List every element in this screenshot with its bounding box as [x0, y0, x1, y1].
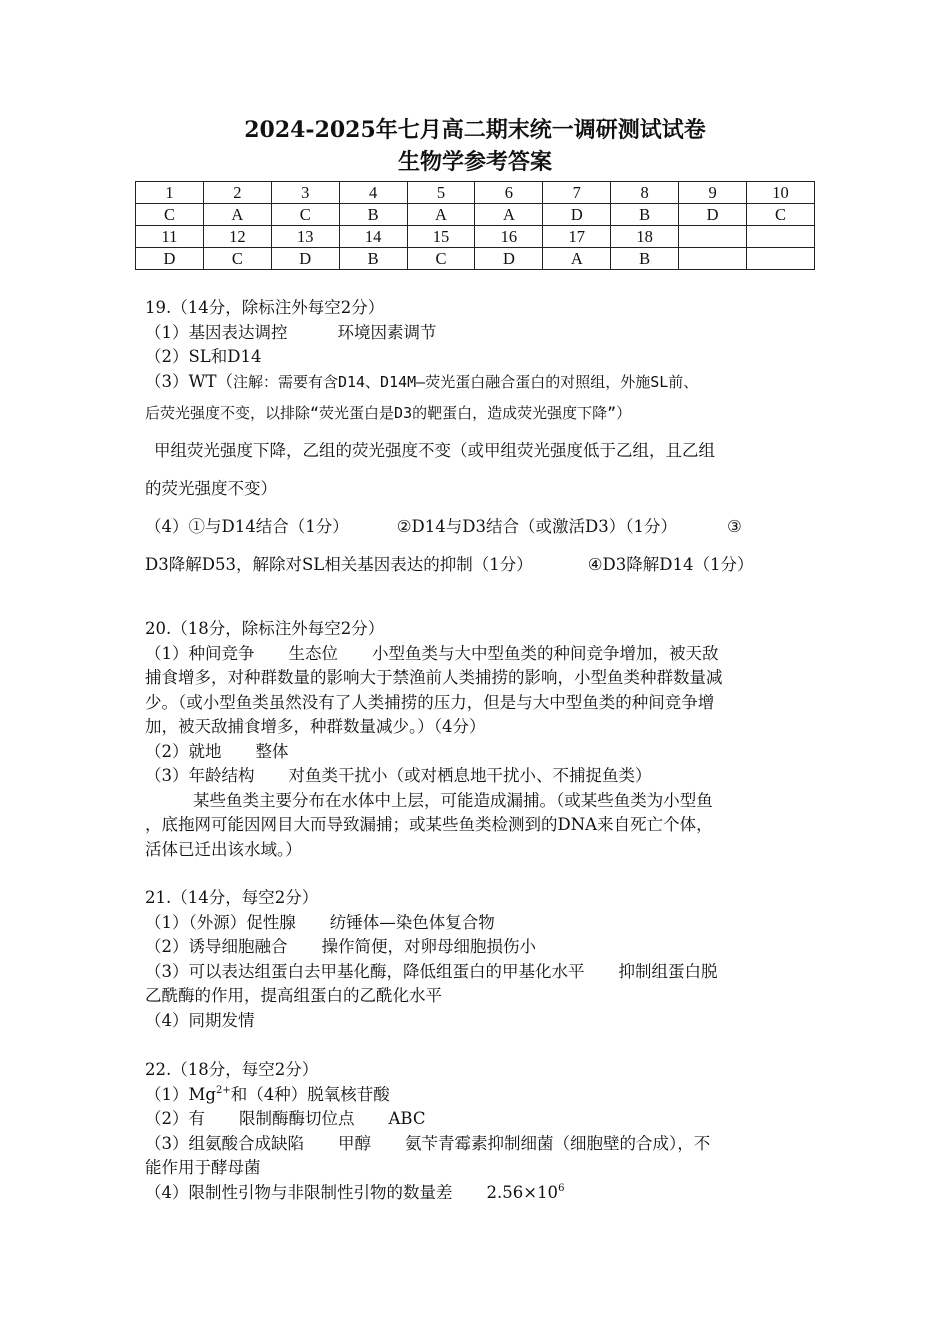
q19-heading: 19.（14分，除标注外每空2分） [145, 298, 385, 317]
answer-table-cell: B [611, 204, 679, 226]
q20-answer-3a: （3）年龄结构 [145, 766, 255, 785]
answer-table-cell: A [543, 248, 611, 270]
answer-table-cell: 18 [611, 226, 679, 248]
answer-table-cell: C [271, 204, 339, 226]
q19-answer-3b-line-1: 甲组荧光强度下降，乙组的荧光强度不变（或甲组荧光强度低于乙组，且乙组 [154, 441, 715, 460]
q21-heading: 21.（14分，每空2分） [145, 888, 319, 907]
q20-answer-1-line-4: 加，被天敌捕食增多，种群数量减少。）（4分） [145, 717, 486, 736]
answer-table-row [136, 182, 815, 204]
answer-table-cell: C [203, 248, 271, 270]
answer-table-cell: A [475, 204, 543, 226]
answer-table-cell: A [407, 204, 475, 226]
answer-table-cell: 7 [543, 182, 611, 204]
q19-note-line-2: 后荧光强度不变，以排除“荧光蛋白是D3的靶蛋白，造成荧光强度下降”） [145, 404, 632, 422]
q21-answer-2a: （2）诱导细胞融合 [145, 937, 288, 956]
q20-answer-3-line-4: 活体已迁出该水域。） [145, 839, 302, 859]
q21-answer-2 [145, 935, 810, 960]
q22-answer-3-line-2: 能作用于酵母菌 [145, 1158, 261, 1177]
q20-answer-1c: 小型鱼类与大中型鱼类的种间竞争增加，被天敌 [372, 643, 719, 663]
answer-table-cell: 5 [407, 182, 475, 204]
answer-table-cell: 2 [203, 182, 271, 204]
answer-table-cell: C [747, 204, 815, 226]
answer-table-cell: 1 [136, 182, 204, 204]
answer-table-cell: D [271, 248, 339, 270]
q21-answer-3-line-2: 乙酰酶的作用，提高组蛋白的乙酰化水平 [145, 986, 442, 1005]
q21-answer-2b: 操作简便，对卵母细胞损伤小 [321, 937, 536, 956]
answer-table-cell: B [339, 248, 407, 270]
q20-answer-2 [145, 740, 810, 765]
q21-answer-3b: 抑制组蛋白脱 [618, 961, 718, 981]
q21-answer-1 [145, 911, 810, 936]
answer-table-cell: B [611, 248, 679, 270]
answer-table-cell [747, 226, 815, 248]
q20-answer-1b: 生态位 [288, 643, 338, 663]
q19-answer-4-cont [145, 546, 810, 584]
answer-table-cell [679, 248, 747, 270]
answer-table [135, 181, 815, 270]
answer-table-cell: D [543, 204, 611, 226]
q22-answer-4b: 2.56×10 [486, 1182, 559, 1202]
q22-answer-1 [145, 1083, 810, 1108]
q22-answer-3b: 甲醇 [338, 1133, 371, 1153]
answer-table-cell: 17 [543, 226, 611, 248]
q21-answer-3 [145, 960, 810, 985]
q20-answer-2a: （2）就地 [145, 741, 222, 761]
q21-answer-1b: 纺锤体—染色体复合物 [329, 912, 495, 932]
answer-table-cell: 8 [611, 182, 679, 204]
answer-table-cell: 16 [475, 226, 543, 248]
q22-answer-4-superscript: 6 [558, 1182, 565, 1194]
page-title: 2024-2025年七月高二期末统一调研测试试卷 [244, 117, 706, 143]
q19-answer-4d: D3降解D53，解除对SL相关基因表达的抑制（1分） [145, 555, 533, 574]
page-subtitle: 生物学参考答案 [397, 149, 552, 175]
q22-answer-3 [145, 1132, 810, 1157]
answer-table-cell [747, 248, 815, 270]
q20-answer-3c: 某些鱼类主要分布在水体中上层，可能造成漏捕。（或某些鱼类为小型鱼 [193, 790, 713, 810]
q19-answer-2: （2）SL和D14 [145, 347, 262, 366]
answer-table-cell: 3 [271, 182, 339, 204]
answer-table-cell: D [679, 204, 747, 226]
q19-answer-1 [145, 321, 810, 346]
q20-answer-3 [145, 764, 810, 789]
q20-answer-1-line-2: 捕食增多，对种群数量的影响大于禁渔前人类捕捞的影响，小型鱼类种群数量减 [145, 668, 723, 687]
q19-answer-4 [145, 508, 810, 546]
q20-heading: 20.（18分，除标注外每空2分） [145, 619, 385, 638]
answer-table-cell: 6 [475, 182, 543, 204]
q19-answer-3 [145, 370, 810, 395]
q21-answer-3a: （3）可以表达组蛋白去甲基化酶，降低组蛋白的甲基化水平 [145, 961, 585, 981]
answer-table-cell: A [203, 204, 271, 226]
q19-answer-4b: ②D14与D3结合（或激活D3）（1分） [396, 517, 677, 536]
q22-heading: 22.（18分，每空2分） [145, 1060, 319, 1079]
q20-answer-1 [145, 642, 810, 667]
q19-answer-1a: （1）基因表达调控 [145, 322, 288, 342]
question-22 [145, 1058, 810, 1205]
q22-answer-1-superscript: 2+ [215, 1084, 231, 1096]
q20-answer-1a: （1）种间竞争 [145, 643, 255, 663]
answer-table-cell: 4 [339, 182, 407, 204]
q20-answer-3b: 对鱼类干扰小（或对栖息地干扰小、不捕捉鱼类） [288, 766, 652, 785]
q19-answer-3a: （3）WT（ [145, 371, 233, 391]
answer-table-cell: 11 [136, 226, 204, 248]
answer-table-row [136, 204, 815, 226]
question-21 [145, 886, 810, 1033]
answer-table-row [136, 248, 815, 270]
answer-table-cell: 13 [271, 226, 339, 248]
q19-answer-1b: 环境因素调节 [337, 322, 437, 342]
q22-answer-2 [145, 1107, 810, 1132]
q22-answer-3a: （3）组氨酸合成缺陷 [145, 1133, 304, 1153]
q21-answer-4: （4）同期发情 [145, 1010, 255, 1030]
q22-answer-1b: 和（4种）脱氧核苷酸 [230, 1084, 390, 1104]
answer-table-cell: D [136, 248, 204, 270]
answer-table-cell: 10 [747, 182, 815, 204]
answer-table-cell: 9 [679, 182, 747, 204]
answer-table-cell: D [475, 248, 543, 270]
answer-table-cell [679, 226, 747, 248]
q19-note-line-1: 注解：需要有含D14、D14M—荧光蛋白融合蛋白的对照组，外施SL前、 [232, 372, 699, 391]
q22-answer-2a: （2）有 [145, 1109, 205, 1128]
q22-answer-3c: 氨苄青霉素抑制细菌（细胞壁的合成），不 [405, 1133, 711, 1153]
q22-answer-2b: 限制酶酶切位点 [239, 1109, 355, 1128]
question-20 [145, 617, 810, 862]
answer-table-cell: C [136, 204, 204, 226]
q22-answer-2c: ABC [388, 1109, 426, 1128]
answer-table-cell: B [339, 204, 407, 226]
q19-answer-4c: ③ [726, 517, 742, 536]
q19-answer-4a: （4）①与D14结合（1分） [145, 517, 349, 536]
question-19 [145, 296, 810, 584]
answer-table-row [136, 226, 815, 248]
answer-table-cell: C [407, 248, 475, 270]
q22-answer-4a: （4）限制性引物与非限制性引物的数量差 [145, 1182, 453, 1202]
answer-table-cell: 14 [339, 226, 407, 248]
q22-answer-4 [145, 1181, 810, 1206]
q22-answer-1a: （1）Mg [145, 1084, 216, 1104]
q20-answer-3-line-2 [145, 789, 810, 814]
answer-table-cell: 15 [407, 226, 475, 248]
q20-answer-3-line-3: ，底拖网可能因网目大而导致漏捕；或某些鱼类检测到的DNA来自死亡个体， [145, 815, 713, 834]
q21-answer-1a: （1）（外源）促性腺 [145, 912, 296, 932]
q20-answer-2b: 整体 [255, 741, 289, 761]
q20-answer-1-line-3: 少。（或小型鱼类虽然没有了人类捕捞的压力，但是与大中型鱼类的种间竞争增 [145, 692, 715, 712]
q19-answer-3b-line-2: 的荧光强度不变） [145, 479, 277, 498]
answer-table-cell: 12 [203, 226, 271, 248]
q19-answer-4e: ④D3降解D14（1分） [587, 555, 754, 574]
